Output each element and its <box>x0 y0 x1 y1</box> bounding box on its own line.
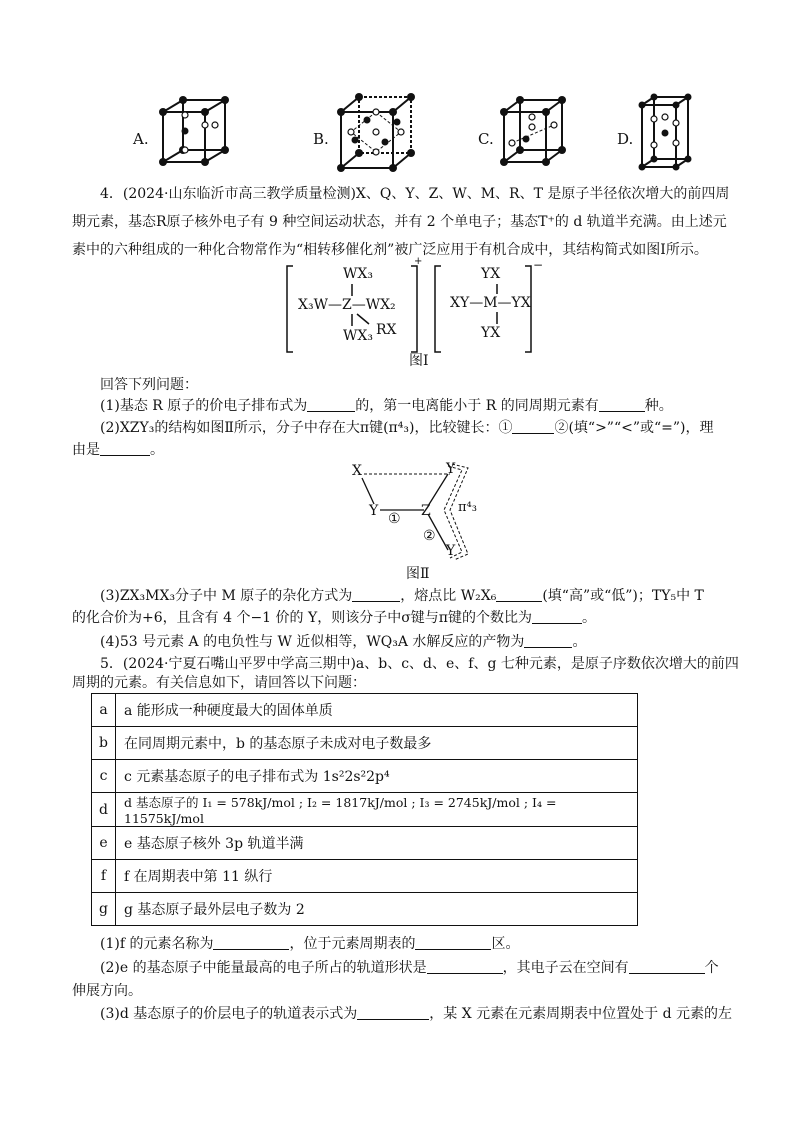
figure-1-anion-top: YX <box>481 266 501 282</box>
table-row <box>92 727 638 760</box>
option-c-label: C. <box>478 130 494 148</box>
figure-2-pi-label: π⁴₃ <box>458 500 477 515</box>
q4-part-2 <box>100 418 714 438</box>
table-cell-key: f <box>92 860 116 893</box>
table-cell-key: c <box>92 760 116 793</box>
figure-1-charge-minus: − <box>533 258 544 272</box>
q4-answer-prompt: 回答下列问题： <box>100 377 198 393</box>
q4-part-3-text-c: (填“高”或“低”)；TY₅中 T <box>542 588 704 604</box>
figure-2-atom-y-left: Y <box>369 503 379 519</box>
option-b-cube-icon <box>335 92 420 174</box>
q4-part-1-text-a: (1)基态 R 原子的价电子排布式为 <box>100 398 308 414</box>
figure-1-anion-middle: XY—M—YX <box>450 295 531 311</box>
table-row <box>92 793 638 827</box>
q5-part-2-blank-2[interactable] <box>629 959 705 974</box>
option-c-cube-icon <box>498 95 573 170</box>
q4-part-2-text-c: 由是 <box>72 442 100 458</box>
table-row <box>92 694 638 727</box>
q5-part-1-blank-1[interactable] <box>213 935 289 950</box>
table-cell-info: e 基态原子核外 3p 轨道半满 <box>116 827 638 860</box>
table-cell-info: 在同周期元素中，b 的基态原子未成对电子数最多 <box>116 727 638 760</box>
q5-part-2-line-2: 伸展方向。 <box>72 983 142 999</box>
figure-2-atom-x: X <box>352 463 362 479</box>
table-cell-key: a <box>92 694 116 727</box>
q4-line-3: 素中的六种组成的一种化合物常作为“相转移催化剂”被广泛应用于有机合成中，其结构简式如图Ⅰ所示。 <box>72 242 708 258</box>
figure-2-atom-y-top: Y <box>446 461 456 477</box>
q5-part-1-text-b: ，位于元素周期表的 <box>289 936 416 952</box>
table-cell-info: a 能形成一种硬度最大的固体单质 <box>116 694 638 727</box>
q4-part-4 <box>100 632 586 652</box>
q5-part-2-text-b: ，其电子云在空间有 <box>502 960 629 976</box>
q4-part-2-reason <box>72 440 164 460</box>
table-row <box>92 760 638 793</box>
q5-line-2: 周期的元素。有关信息如下，请回答以下问题： <box>72 675 366 691</box>
option-d-cube-icon <box>637 93 697 173</box>
q4-part-2-text-a: (2)XZY₃的结构如图Ⅱ所示，分子中存在大π键(π⁴₃)，比较键长：① <box>100 420 513 436</box>
table-cell-key: d <box>92 793 116 827</box>
option-a-cube-icon <box>155 95 235 170</box>
table-cell-key: e <box>92 827 116 860</box>
figure-1-cation-middle: X₃W—Z—WX₂ <box>298 297 396 313</box>
figure-1-cation-bottom: WX₃ <box>343 328 373 344</box>
figure-1-cation-top: WX₃ <box>343 266 373 282</box>
q5-part-3-text-b: ，某 X 元素在元素周期表中位置处于 d 元素的左 <box>429 1006 732 1022</box>
table-cell-info: g 基态原子最外层电子数为 2 <box>116 893 638 926</box>
q4-part-2-text-d: 。 <box>150 442 164 458</box>
q4-part-3-blank-1[interactable] <box>352 587 400 602</box>
table-row <box>92 893 638 926</box>
q5-part-1 <box>100 934 519 954</box>
q4-part-3-text-e: 。 <box>581 610 596 626</box>
q5-part-1-text-a: (1)f 的元素名称为 <box>100 936 214 952</box>
q4-line-1: 4．(2024·山东临沂市高三教学质量检测)X、Q、Y、Z、W、M、R、T 是原子半径依次增大的前四周 <box>100 186 730 202</box>
figure-2-bond-1: ① <box>388 511 401 527</box>
q4-part-3-blank-3[interactable] <box>532 609 582 624</box>
q4-part-4-blank[interactable] <box>524 633 572 648</box>
q4-part-3-text-a: (3)ZX₃MX₃分子中 M 原子的杂化方式为 <box>100 588 353 604</box>
table-cell-info: f 在周期表中第 11 纵行 <box>116 860 638 893</box>
q4-part-1-text-b: 的，第一电离能小于 R 的同周期元素有 <box>355 398 599 414</box>
q4-part-2-blank-1[interactable] <box>512 419 554 434</box>
table-row <box>92 827 638 860</box>
q4-part-2-text-b: ②(填“>”“<”或“=”)，理 <box>554 420 714 436</box>
q4-part-4-text-b: 。 <box>572 634 587 650</box>
figure-1-charge-plus: + <box>414 256 423 267</box>
table-cell-info: c 元素基态原子的电子排布式为 1s²2s²2p⁴ <box>116 760 638 793</box>
figure-2-bond-2: ② <box>423 528 436 544</box>
q4-part-3-line-2 <box>72 608 596 628</box>
figure-2-atom-y-bottom: Y <box>446 543 456 559</box>
element-info-table <box>91 693 638 926</box>
q5-part-3-blank[interactable] <box>357 1005 429 1020</box>
q5-part-1-blank-2[interactable] <box>415 935 491 950</box>
q4-part-3 <box>100 586 704 606</box>
figure-1-anion-bottom: YX <box>481 325 501 341</box>
q4-part-3-blank-2[interactable] <box>496 587 542 602</box>
figure-1-caption: 图Ⅰ <box>409 353 429 369</box>
q4-part-1-blank-2[interactable] <box>599 397 645 412</box>
q5-part-2 <box>100 958 719 978</box>
table-row <box>92 860 638 893</box>
table-cell-key: b <box>92 727 116 760</box>
option-d-label: D. <box>617 130 634 148</box>
option-b-label: B. <box>313 130 329 148</box>
q5-part-3-text-a: (3)d 基态原子的价层电子的轨道表示式为 <box>100 1006 358 1022</box>
q4-part-1-blank-1[interactable] <box>307 397 355 412</box>
figure-2-caption: 图Ⅱ <box>406 566 430 582</box>
q5-part-2-text-c: 个 <box>704 960 719 976</box>
q4-part-2-blank-2[interactable] <box>100 441 150 456</box>
q4-part-4-text-a: (4)53 号元素 A 的电负性与 W 近似相等，WQ₃A 水解反应的产物为 <box>100 634 525 650</box>
table-cell-key: g <box>92 893 116 926</box>
q5-part-2-text-a: (2)e 的基态原子中能量最高的电子所占的轨道形状是 <box>100 960 427 976</box>
q4-part-1 <box>100 396 673 416</box>
q5-part-3 <box>100 1004 732 1024</box>
table-cell-info: d 基态原子的 I₁ = 578kJ/mol ; I₂ = 1817kJ/mol ; I₃ = 2745kJ/mol ; I₄ = 11575kJ/mol <box>116 793 638 827</box>
q5-line-1: 5．(2024·宁夏石嘴山平罗中学高三期中)a、b、c、d、e、f、g 七种元素，是原子序数依次增大的前四 <box>100 656 739 672</box>
q4-part-3-text-d: 的化合价为+6，且含有 4 个−1 价的 Y，则该分子中σ键与π键的个数比为 <box>72 610 532 626</box>
q5-part-2-blank-1[interactable] <box>427 959 503 974</box>
q4-part-3-text-b: ，熔点比 W₂X₆ <box>400 588 497 604</box>
q4-line-2: 期元素，基态R原子核外电子有 9 种空间运动状态，并有 2 个单电子；基态T⁺的 d 轨道半充满。由上述元 <box>72 214 727 230</box>
q4-part-1-text-c: 种。 <box>644 398 673 414</box>
figure-2-atom-z: Z <box>421 503 431 519</box>
q5-part-1-text-c: 区。 <box>491 936 520 952</box>
figure-1-cation-rx: RX <box>376 322 397 338</box>
option-a-label: A. <box>133 130 149 148</box>
